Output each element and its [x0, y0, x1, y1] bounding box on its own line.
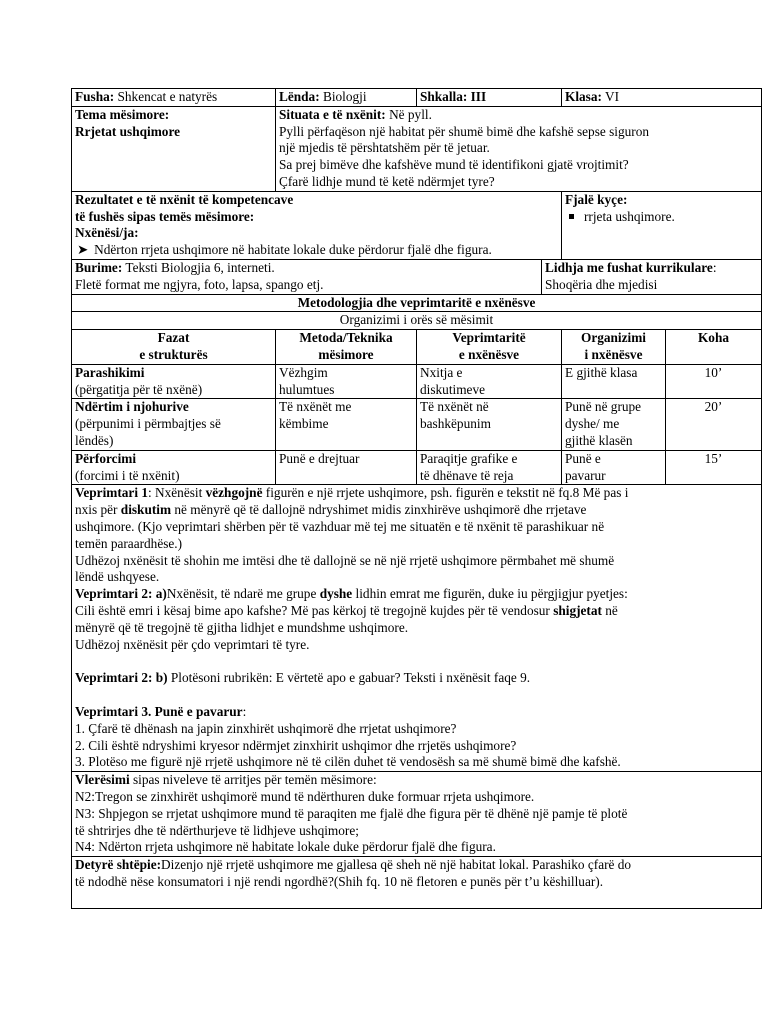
lesson-plan-page — [71, 88, 761, 909]
veprimtarite-row — [72, 485, 762, 772]
table-row — [72, 399, 762, 450]
col-fazat: Fazat e strukturës — [72, 330, 276, 365]
detyre-cell: Detyrë shtëpie:Dizenjo një rrjetë ushqimore me gjallesa që sheh në një habitat lokal. Parashiko çfarë do të ndodhë nëse konsumatori i një rendi ngordhë?(Shih fq. 10 në fletoren e punës për t’u këshilluar). — [72, 857, 762, 909]
faza-cell: Përforcimi (forcimi i të nxënit) — [72, 450, 276, 485]
rezultatet-row — [72, 191, 762, 259]
burime-cell: Burime: Teksti Biologjia 6, interneti. Fletë format me ngjyra, foto, lapsa, spango etj. — [72, 259, 542, 294]
organizim-cell: E gjithë klasa — [562, 364, 666, 399]
veprimtari-cell: Të nxënët në bashkëpunim — [417, 399, 562, 450]
arrow-bullet-icon: ➤ — [77, 242, 89, 258]
header-row — [72, 89, 762, 107]
organizimi-row — [72, 312, 762, 330]
fusha-cell: Fusha: Shkencat e natyrës — [72, 89, 276, 107]
koha-cell: 10’ — [666, 364, 762, 399]
lidhja-cell: Lidhja me fushat kurrikulare: Shoqëria dhe mjedisi — [542, 259, 762, 294]
faza-cell: Parashikimi (përgatitja për të nxënë) — [72, 364, 276, 399]
burime-row — [72, 259, 762, 294]
metoda-cell: Vëzhgim hulumtues — [276, 364, 417, 399]
metodologjia-row — [72, 294, 762, 312]
detyre-row — [72, 857, 762, 909]
metoda-cell: Punë e drejtuar — [276, 450, 417, 485]
organizim-cell: Punë në grupe dyshe/ me gjithë klasën — [562, 399, 666, 450]
veprimtari-cell: Paraqitje grafike e të dhënave të reja — [417, 450, 562, 485]
square-bullet-icon — [569, 214, 574, 219]
shkalla-cell: Shkalla: III — [417, 89, 562, 107]
rezultatet-cell: Rezultatet e të nxënit të kompetencave të fushës sipas temës mësimore: Nxënësi/ja: ➤ Ndërton rrjeta ushqimore në habitate lokale duke përdorur fjalë dhe figura. — [72, 191, 562, 259]
fjale-kyce-cell: Fjalë kyçe: rrjeta ushqimore. — [562, 191, 762, 259]
metodologjia-title: Metodologjia dhe veprimtaritë e nxënësve — [72, 294, 762, 312]
klasa-cell: Klasa: VI — [562, 89, 762, 107]
veprimtari-cell: Nxitja e diskutimeve — [417, 364, 562, 399]
table-row — [72, 364, 762, 399]
organizimi-title: Organizimi i orës së mësimit — [72, 312, 762, 330]
tema-situata-row — [72, 106, 762, 191]
col-organizimi: Organizimi i nxënësve — [562, 330, 666, 365]
faza-cell: Ndërtim i njohurive (përpunimi i përmbajtjes së lëndës) — [72, 399, 276, 450]
col-veprimtarite: Veprimtaritë e nxënësve — [417, 330, 562, 365]
situata-cell: Situata e të nxënit: Në pyll. Pylli përfaqëson një habitat për shumë bimë dhe kafshë sepse siguron një mjedis të përshtatshëm për të jetuar. Sa prej bimëve dhe kafshëve mund të identifikoni gjatë vrojtimit? Çfarë lidhje mund të ketë ndërmjet tyre? — [276, 106, 762, 191]
table-row — [72, 450, 762, 485]
lesson-plan-table — [71, 88, 762, 909]
koha-cell: 20’ — [666, 399, 762, 450]
vleresimi-cell: Vlerësimi sipas niveleve të arritjes për temën mësimore: N2:Tregon se zinxhirët ushqimorë mund të ndërthuren duke formuar rrjeta ushqimore. N3: Shpjegon se rrjetat ushqimore mund të paraqiten me fjalë dhe figura për të dhënë një pamje të plotë të shtrirjes dhe të ndërthurjeve të lidhjeve ushqimore; N4: Ndërton rrjeta ushqimore në habitate lokale duke përdorur fjalë dhe figura. — [72, 772, 762, 857]
columns-header-row — [72, 330, 762, 365]
veprimtarite-cell: Veprimtari 1: Nxënësit vëzhgojnë figurën e një rrjete ushqimore, psh. figurën e tekstit në fq.8 Më pas i nxis për diskutim në mënyrë që të dallojnë ndryshimet midis zinxhirëve ushqimorë dhe rrjetave ushqimore. (Kjo veprimtari shërben për të vazhduar më tej me situatën e të nxënit të parashikuar në temën paraardhëse.) Udhëzoj nxënësit të shohin me imtësi dhe të dallojnë se në një rrjetë ushqimore përmbahet më shumë lëndë ushqyese. Veprimtari 2: a)Nxënësit, të ndarë me grupe dyshe lidhin emrat me figurën, duke iu përgjigjur pyetjes: Cili është emri i kësaj bime apo kafshe? Më pas kërkoj të tregojnë kujdes për të vendosur shigjetat në mënyrë që të tregojnë të gjitha lidhjet e mundshme ushqimore. Udhëzoj nxënësit për çdo veprimtari të tyre. Veprimtari 2: b) Plotësoni rubrikën: E vërtetë apo e gabuar? Teksti i nxënësit faqe 9. Veprimtari 3. Punë e pavarur: 1. Çfarë të dhënash na japin zinxhirët ushqimorë dhe rrjetat ushqimore? 2. Cili është ndryshimi kryesor ndërmjet zinxhirit ushqimor dhe rrjetës ushqimore? 3. Plotëso me figurë një rrjetë ushqimore në të cilën duhet të vendosësh sa më shumë bimë dhe kafshë. — [72, 485, 762, 772]
koha-cell: 15’ — [666, 450, 762, 485]
col-koha: Koha — [666, 330, 762, 365]
organizim-cell: Punë e pavarur — [562, 450, 666, 485]
tema-cell: Tema mësimore: Rrjetat ushqimore — [72, 106, 276, 191]
metoda-cell: Të nxënët me këmbime — [276, 399, 417, 450]
lenda-cell: Lënda: Biologji — [276, 89, 417, 107]
vleresimi-row — [72, 772, 762, 857]
col-metoda: Metoda/Teknika mësimore — [276, 330, 417, 365]
